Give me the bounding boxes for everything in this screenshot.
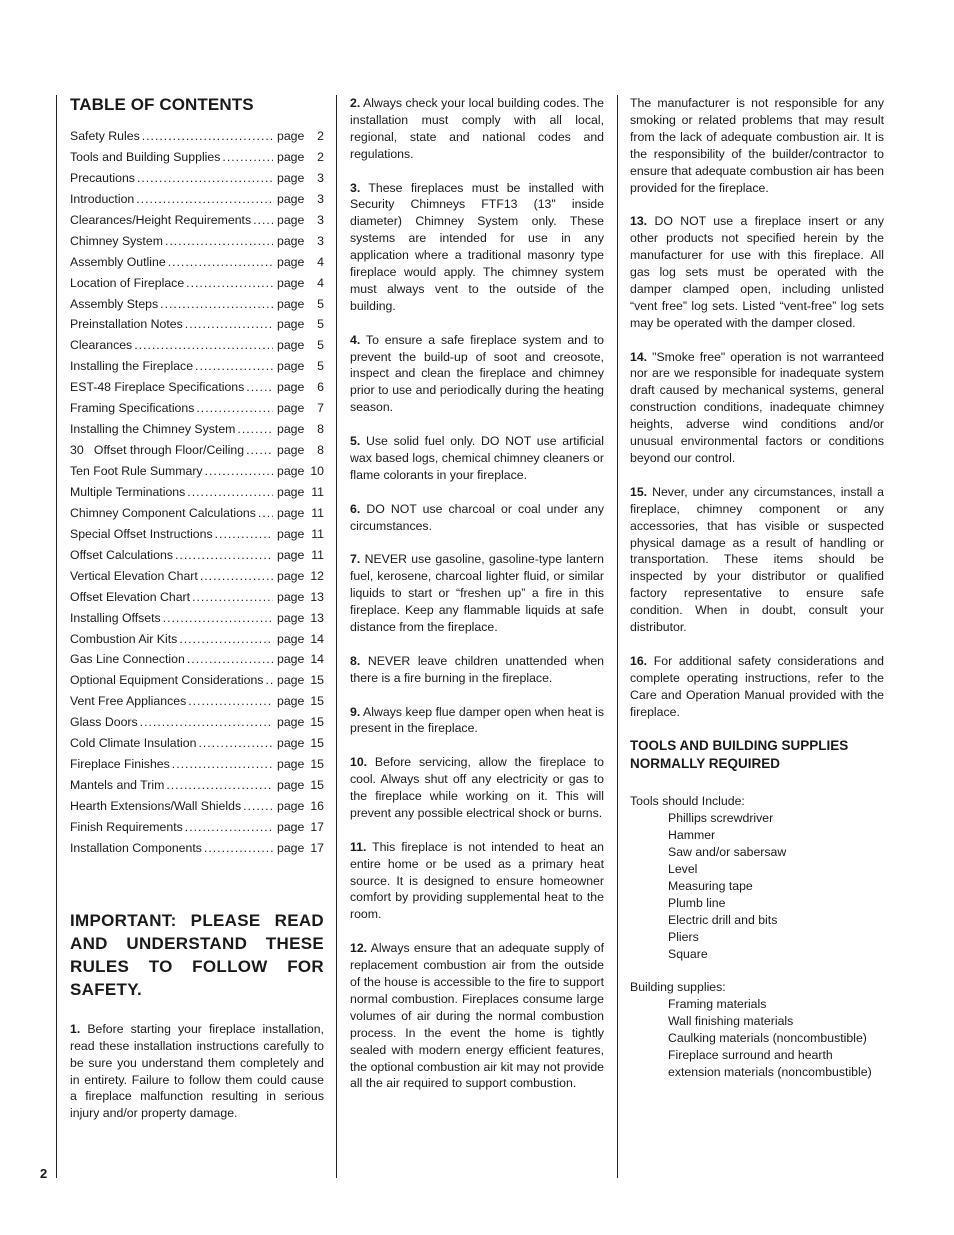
- toc-entry: [70, 651, 324, 672]
- toc-leader-dots: [246, 379, 273, 396]
- toc-page-word: page: [277, 631, 305, 646]
- toc-entry-title: Ten Foot Rule Summary: [70, 464, 203, 478]
- toc-entry: [70, 819, 324, 840]
- toc-page-word: page: [277, 757, 305, 772]
- toc-leader-dots: [168, 254, 273, 271]
- toc-entry-title: Clearances: [70, 338, 133, 353]
- toc-page-number: 2: [317, 129, 324, 143]
- toc-entry: [70, 672, 324, 693]
- toc-page-word: page: [277, 233, 305, 248]
- toc-entry: [70, 442, 324, 463]
- toc-entry-title: Optional Equipment Considerations: [70, 673, 264, 688]
- safety-rule-1: 1. Before starting your fireplace installation, read these installation instructions carefully to be sure you understand them completely and in entirety. Failure to follow them could cause a fireplace malfunction resulting in serious injury and/or property damage.: [70, 1021, 324, 1121]
- toc-page-number: 3: [317, 212, 324, 227]
- toc-page-word: page: [277, 149, 305, 164]
- toc-entry-title: Installing the Fireplace: [70, 359, 194, 374]
- toc-leader-dots: [246, 442, 273, 459]
- tool-item: Pliers: [668, 929, 699, 944]
- toc-leader-dots: [222, 149, 273, 166]
- toc-page-word: page: [277, 652, 305, 667]
- toc-entry: [70, 631, 324, 652]
- supply-item: Caulking materials (noncombustible): [668, 1031, 867, 1046]
- toc-page-number: 11: [311, 526, 324, 541]
- supply-item: Fireplace surround and hearth: [668, 1047, 833, 1062]
- toc-entry-title: Multiple Terminations: [70, 484, 186, 499]
- toc-leader-dots: [172, 756, 273, 773]
- column-divider-middle: [336, 95, 337, 1178]
- toc-page-word: page: [277, 589, 305, 604]
- toc-page-word: page: [277, 840, 305, 855]
- toc-entry-title: Offset Calculations: [70, 547, 173, 562]
- toc-entry: [70, 735, 324, 756]
- toc-entry: [70, 463, 324, 484]
- manufacturer-note: The manufacturer is not responsible for any smoking or related problems that may result from the lack of adequate combustion air. It is the responsibility of the builder/contractor to ensure that adequate combustion air has been provided for the fireplace.: [630, 96, 884, 195]
- column-3: [630, 95, 884, 1081]
- supply-item: Wall finishing materials: [668, 1014, 794, 1029]
- tool-item: Phillips screwdriver: [668, 811, 774, 826]
- toc-leader-dots: [163, 610, 273, 627]
- toc-page-number: 15: [310, 778, 324, 793]
- toc-page-word: page: [277, 359, 305, 374]
- toc-page-number: 11: [311, 484, 324, 499]
- safety-rule-7: 7. NEVER use gasoline, gasoline-type lantern fuel, kerosene, charcoal lighter fluid, or similar liquids to start or “freshen up” a fire in this fireplace. Keep any flammable liquids at safe distance from the fireplace.: [350, 552, 604, 635]
- toc-entry-title: 30 Offset through Floor/Ceiling: [70, 443, 245, 458]
- toc-leader-dots: [185, 819, 273, 836]
- toc-page-word: page: [277, 694, 305, 709]
- toc-leader-dots: [243, 798, 273, 815]
- toc-entry-title: Vertical Elevation Chart: [70, 568, 198, 583]
- toc-page-number: 2: [317, 149, 324, 164]
- page-number: 2: [40, 1166, 48, 1181]
- toc-page-word: page: [277, 170, 305, 185]
- toc-entry: [70, 840, 324, 861]
- toc-page-number: 3: [317, 233, 324, 248]
- safety-rule-5: 5. Use solid fuel only. DO NOT use artificial wax based logs, chemical chimney cleaners or flame colorants in your fireplace.: [350, 434, 604, 482]
- toc-page-number: 12: [310, 568, 324, 583]
- toc-entry-title: Safety Rules: [70, 129, 140, 143]
- toc-leader-dots: [198, 735, 273, 752]
- toc-page-number: 17: [310, 819, 324, 834]
- safety-rule-2: 2. Always check your local building codes. The installation must comply with all local, regional, state and national codes and regulations.: [350, 96, 604, 161]
- toc-page-number: 3: [317, 170, 324, 185]
- toc-entry: [70, 714, 324, 735]
- tools-label: Tools should Include:: [630, 794, 745, 809]
- tool-item: Level: [668, 861, 698, 876]
- toc-entry-title: Assembly Steps: [70, 296, 159, 311]
- toc-page-word: page: [277, 443, 305, 458]
- toc-page-number: 10: [310, 464, 324, 478]
- toc-leader-dots: [187, 484, 273, 501]
- toc-page-word: page: [277, 799, 305, 813]
- toc-page-word: page: [277, 673, 305, 688]
- toc-leader-dots: [140, 714, 273, 731]
- supply-item: extension materials (noncombustible): [668, 1064, 872, 1079]
- toc-page-number: 8: [317, 443, 324, 458]
- toc-page-word: page: [277, 212, 305, 227]
- toc-page-word: page: [277, 547, 305, 562]
- tool-item: Electric drill and bits: [668, 912, 778, 927]
- toc-entry-title: Location of Fireplace: [70, 275, 185, 290]
- supplies-list: [630, 996, 884, 1081]
- tool-item: Square: [668, 946, 708, 961]
- toc-title: TABLE OF CONTENTS: [70, 95, 254, 114]
- toc-leader-dots: [195, 358, 273, 375]
- toc-entry: [70, 191, 324, 212]
- toc-entry: [70, 798, 324, 819]
- toc-page-word: page: [277, 275, 305, 290]
- toc-page-word: page: [277, 505, 305, 520]
- toc-page-number: 8: [317, 422, 324, 437]
- safety-rule-14: 14. "Smoke free" operation is not warranteed nor are we responsible for inadequate system draft caused by mechanical systems, general construction conditions, inadequate chimney heights, adverse wind conditions and/or unusual environmental factors or conditions beyond our control.: [630, 349, 884, 465]
- toc-entry-title: EST-48 Fireplace Specifications: [70, 380, 245, 395]
- toc-page-number: 6: [317, 380, 324, 395]
- toc-page-word: page: [277, 129, 305, 143]
- toc-entry-title: Preinstallation Notes: [70, 317, 183, 332]
- toc-entry-title: Introduction: [70, 191, 135, 206]
- toc-page-word: page: [277, 568, 305, 583]
- tools-list: [630, 810, 884, 962]
- safety-rule-16: 16. For additional safety considerations and complete operating instructions, refer to the Care and Operation Manual provided with the fireplace.: [630, 653, 884, 719]
- safety-rule-15: 15. Never, under any circumstances, install a fireplace, chimney component or any accessories, that has visible or suspected physical damage as a result of handling or transportation. These items should be inspected by your distributor or qualified factory representative to ensure safe condition. When in doubt, consult your distributor.: [630, 484, 884, 635]
- toc-leader-dots: [186, 275, 273, 292]
- toc-leader-dots: [205, 463, 273, 480]
- toc-entry-title: Finish Requirements: [70, 819, 183, 834]
- toc-entry-title: Mantels and Trim: [70, 778, 165, 793]
- safety-rule-3: 3. These fireplaces must be installed with Security Chimneys FTF13 (13" inside diameter) Chimney System only. These systems are intended for use in any application where a traditional masonry type fireplace would apply. The chimney system must always vent to the outside of the building.: [350, 180, 604, 313]
- toc-page-word: page: [277, 610, 305, 625]
- safety-rule-6: 6. DO NOT use charcoal or coal under any circumstances.: [350, 501, 604, 533]
- toc-entry: [70, 170, 324, 191]
- toc-page-word: page: [277, 819, 305, 834]
- toc-entry: [70, 275, 324, 296]
- safety-rule-9: 9. Always keep flue damper open when heat is present in the fireplace.: [350, 704, 604, 736]
- toc-leader-dots: [165, 233, 273, 250]
- toc-page-word: page: [277, 317, 305, 332]
- toc-entry: [70, 610, 324, 631]
- toc-entry: [70, 358, 324, 379]
- toc-leader-dots: [188, 693, 273, 710]
- toc-leader-dots: [196, 400, 273, 417]
- toc-entry-title: Special Offset Instructions: [70, 526, 213, 541]
- toc-page-word: page: [277, 526, 305, 541]
- toc-page-number: 13: [310, 610, 324, 625]
- toc-entry: [70, 337, 324, 358]
- toc-entry: [70, 484, 324, 505]
- toc-entry-title: Tools and Building Supplies: [70, 149, 221, 164]
- toc-entry: [70, 316, 324, 337]
- safety-rule-12: 12. Always ensure that an adequate supply of replacement combustion air from the outside of the house is accessible to the fire to support normal combustion. Fireplaces consume large volumes of air during the normal combustion process. In the event the home is tightly sealed with modern energy efficient features, the optional combustion air kit may not provide all the air required to support combustion.: [350, 941, 604, 1091]
- toc-entry-title: Vent Free Appliances: [70, 694, 187, 709]
- toc-entry-title: Framing Specifications: [70, 401, 195, 416]
- toc-entry-title: Fireplace Finishes: [70, 757, 170, 772]
- tool-item: Measuring tape: [668, 878, 753, 893]
- toc-entry-title: Chimney System: [70, 233, 163, 248]
- toc-entry: [70, 693, 324, 714]
- toc-leader-dots: [142, 128, 273, 145]
- toc-page-number: 15: [310, 757, 324, 772]
- toc-entry: [70, 777, 324, 798]
- toc-entry: [70, 505, 324, 526]
- toc-page-word: page: [277, 296, 305, 311]
- toc-entry: [70, 400, 324, 421]
- toc-page-number: 15: [310, 694, 324, 709]
- safety-rule-8: 8. NEVER leave children unattended when there is a fire burning in the fireplace.: [350, 653, 604, 685]
- toc-entry-title: Offset Elevation Chart: [70, 589, 191, 604]
- toc-page-number: 17: [310, 840, 324, 855]
- toc-entry: [70, 421, 324, 442]
- safety-rule-13: 13. DO NOT use a fireplace insert or any other products not specified herein by the manufacturer for use with this fireplace. All gas log sets must be operated with the damper clamped open, including unlisted “vent free” log sets. Listed “vent-free” log sets may be operated with the damper closed.: [630, 214, 884, 330]
- toc-entry-title: Assembly Outline: [70, 254, 166, 269]
- toc-leader-dots: [166, 777, 273, 794]
- toc-page-number: 15: [310, 736, 324, 751]
- toc-entry: [70, 589, 324, 610]
- toc-entry: [70, 212, 324, 233]
- toc-entry: [70, 254, 324, 275]
- toc-leader-dots: [160, 296, 273, 313]
- column-divider-right: [617, 95, 618, 1178]
- toc-entry: [70, 568, 324, 589]
- toc-leader-dots: [175, 547, 273, 564]
- toc-leader-dots: [253, 212, 273, 229]
- column-divider-left: [56, 95, 57, 1178]
- toc-leader-dots: [237, 421, 273, 438]
- safety-heading: IMPORTANT: PLEASE READ AND UNDERSTAND THESE RULES TO FOLLOW FOR SAFETY.: [70, 910, 324, 999]
- toc-page-number: 15: [310, 673, 324, 688]
- toc-page-number: 11: [311, 505, 324, 520]
- toc-leader-dots: [204, 840, 273, 857]
- tool-item: Hammer: [668, 828, 716, 843]
- toc-leader-dots: [200, 568, 273, 585]
- toc-entry-title: Combustion Air Kits: [70, 631, 178, 646]
- toc-entry: [70, 233, 324, 254]
- supplies-label: Building supplies:: [630, 980, 726, 995]
- toc-leader-dots: [136, 191, 273, 208]
- toc-entry-title: Gas Line Connection: [70, 652, 185, 667]
- toc-entry-title: Clearances/Height Requirements: [70, 212, 252, 227]
- safety-rule-10: 10. Before servicing, allow the fireplace to cool. Always shut off any electricity or gas to the fireplace while working on it. This will prevent any possible electrical shock or burns.: [350, 755, 604, 820]
- column-2: [350, 95, 604, 1109]
- toc-entry-title: Chimney Component Calculations: [70, 505, 256, 520]
- toc-page-word: page: [277, 380, 305, 395]
- toc-page-word: page: [277, 254, 305, 269]
- toc-entry-title: Precautions: [70, 170, 135, 185]
- toc-page-number: 5: [317, 317, 324, 332]
- tools-heading: TOOLS AND BUILDING SUPPLIES NORMALLY REQUIRED: [630, 738, 849, 772]
- tool-item: Saw and/or sabersaw: [668, 845, 787, 860]
- toc-leader-dots: [192, 589, 273, 606]
- toc-page-number: 14: [310, 631, 324, 646]
- toc-leader-dots: [179, 631, 273, 648]
- toc-page-word: page: [277, 715, 305, 730]
- toc-page-number: 11: [311, 547, 324, 562]
- toc-entry-title: Cold Climate Insulation: [70, 736, 197, 751]
- toc-page-number: 14: [310, 652, 324, 667]
- tool-item: Plumb line: [668, 895, 726, 910]
- toc-page-word: page: [277, 736, 305, 751]
- toc-page-number: 3: [317, 191, 324, 206]
- toc-entry: [70, 379, 324, 400]
- toc-leader-dots: [265, 672, 273, 689]
- supply-item: Framing materials: [668, 997, 767, 1012]
- safety-rule-4: 4. To ensure a safe fireplace system and to prevent the build-up of soot and creosote, inspect and clean the fireplace and chimney prior to use and periodically during the heating season.: [350, 332, 604, 415]
- toc-entry: [70, 547, 324, 568]
- toc-page-word: page: [277, 401, 305, 416]
- toc-leader-dots: [137, 170, 273, 187]
- toc-page-word: page: [277, 422, 305, 437]
- toc-page-word: page: [277, 464, 305, 478]
- toc-page-word: page: [277, 191, 305, 206]
- toc-entry-title: Glass Doors: [70, 715, 138, 730]
- toc-page-number: 4: [317, 275, 324, 290]
- toc-page-number: 5: [317, 296, 324, 311]
- toc-leader-dots: [185, 316, 273, 333]
- toc-page-number: 5: [317, 359, 324, 374]
- toc-list: [70, 128, 324, 861]
- toc-entry: [70, 149, 324, 170]
- toc-page-word: page: [277, 778, 305, 793]
- toc-entry: [70, 756, 324, 777]
- toc-page-number: 4: [317, 254, 324, 269]
- toc-entry-title: Hearth Extensions/Wall Shields: [70, 799, 242, 813]
- toc-leader-dots: [258, 505, 273, 522]
- toc-entry: [70, 128, 324, 149]
- toc-leader-dots: [215, 526, 273, 543]
- toc-entry-title: Installing the Chimney System: [70, 422, 236, 437]
- toc-leader-dots: [134, 337, 273, 354]
- toc-page-number: 13: [310, 589, 324, 604]
- toc-page-number: 16: [310, 799, 324, 813]
- toc-page-number: 5: [317, 338, 324, 353]
- toc-page-number: 15: [310, 715, 324, 730]
- toc-entry: [70, 296, 324, 317]
- toc-entry-title: Installation Components: [70, 840, 202, 855]
- toc-leader-dots: [187, 651, 273, 668]
- toc-entry: [70, 526, 324, 547]
- toc-page-word: page: [277, 484, 305, 499]
- toc-page-word: page: [277, 338, 305, 353]
- safety-rule-11: 11. This fireplace is not intended to heat an entire home or be used as a primary heat source. It is designed to ensure homeowner comfort by providing supplemental heat to the room.: [350, 839, 604, 922]
- toc-entry-title: Installing Offsets: [70, 610, 161, 625]
- toc-page-number: 7: [317, 401, 324, 416]
- column-1: [70, 94, 324, 1139]
